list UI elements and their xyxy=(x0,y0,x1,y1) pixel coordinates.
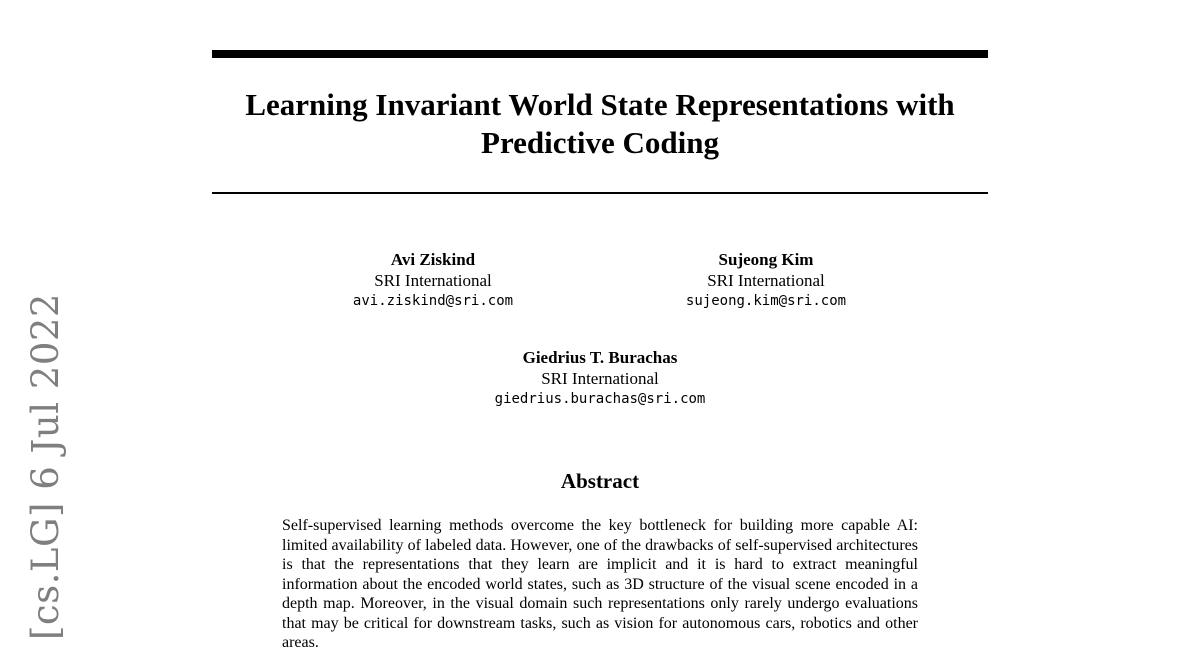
abstract-text: Self-supervised learning methods overcome the key bottleneck for building more capable AI: limited availability of labeled data. However, one of the drawbacks of self-supervised architectures is that the representations that they learn are implicit and it is hard to extract meaningful information about the encoded world states, such as 3D structure of the visual scene encoded in a depth map. Moreover, in the visual domain such representations only rarely undergo evaluations that may be critical for downstream tasks, such as vision for autonomous cars, robotics and other areas. xyxy=(282,517,918,651)
author-name: Giedrius T. Burachas xyxy=(522,348,678,367)
title-bottom-rule xyxy=(212,192,988,194)
author-affiliation: SRI International xyxy=(541,369,659,388)
title-top-rule xyxy=(212,50,988,58)
author-email: giedrius.burachas@sri.com xyxy=(494,391,706,407)
author-name: Avi Ziskind xyxy=(390,250,476,269)
author-email: avi.ziskind@sri.com xyxy=(352,293,514,309)
author-email: sujeong.kim@sri.com xyxy=(685,293,847,309)
author-affiliation: SRI International xyxy=(707,271,825,290)
arxiv-sidebar-identifier: [cs.LG] 6 Jul 2022 xyxy=(24,293,67,640)
paper-title: Learning Invariant World State Representations with Predictive Coding xyxy=(245,87,955,160)
author-name: Sujeong Kim xyxy=(718,250,814,269)
author-block xyxy=(273,249,593,311)
author-affiliation: SRI International xyxy=(374,271,492,290)
abstract-heading: Abstract xyxy=(560,469,640,493)
author-block xyxy=(440,347,760,409)
author-block xyxy=(606,249,926,311)
